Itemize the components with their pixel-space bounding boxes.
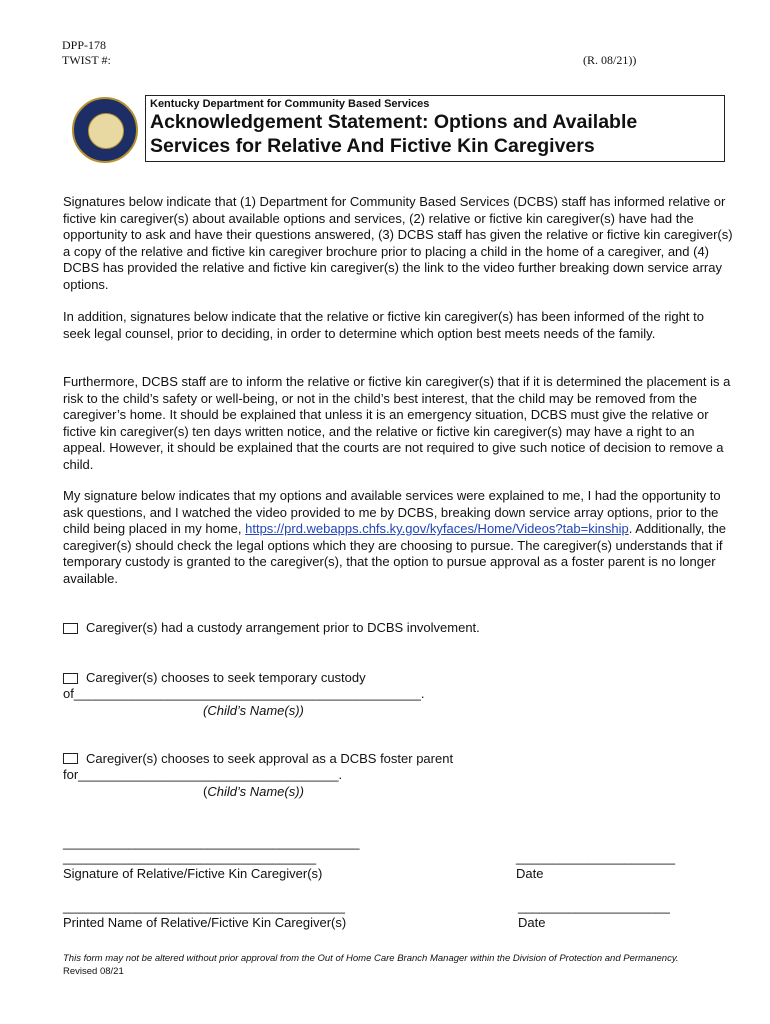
paragraph-4-text-after: . Additionally, the caregiver(s) should check the legal options which they are choosing to pursue. The caregiver(s) understands that if temporary custody is granted to the caregiver(s), that the option to pursue approval as a foster parent is no longer available. xyxy=(63,521,727,586)
title-block xyxy=(145,95,725,162)
printed-name-label: Printed Name of Relative/Fictive Kin Caregiver(s) xyxy=(63,915,347,930)
foster-parent-label: Caregiver(s) chooses to seek approval as a DCBS foster parent xyxy=(86,751,454,766)
temporary-custody-label: Caregiver(s) chooses to seek temporary custody xyxy=(86,670,366,685)
agency-name: Kentucky Department for Community Based Services xyxy=(150,98,430,110)
twist-number-label: TWIST #: xyxy=(62,53,111,67)
temporary-custody-child-name-field[interactable]: of________________________________________________. xyxy=(63,686,425,701)
signature-line[interactable]: ___________________________________ xyxy=(63,850,317,865)
paragraph-2: In addition, signatures below indicate that the relative or fictive kin caregiver(s) has been informed of the right to seek legal counsel, prior to deciding, in order to determine which option best meets needs of the family. xyxy=(63,309,704,341)
custody-arrangement-checkbox[interactable] xyxy=(63,623,78,634)
signature-label: Signature of Relative/Fictive Kin Caregiver(s) xyxy=(63,866,323,881)
custody-arrangement-label: Caregiver(s) had a custody arrangement prior to DCBS involvement. xyxy=(86,620,480,635)
child-name-caption: (Child’s Name(s)) xyxy=(203,784,304,799)
revision-date: (R. 08/21)) xyxy=(583,53,637,67)
temporary-custody-checkbox[interactable] xyxy=(63,673,78,684)
page-title: Acknowledgement Statement: Options and Available Services for Relative And Fictive Kin Caregivers xyxy=(150,111,638,157)
form-header xyxy=(62,38,111,68)
kinship-video-link[interactable]: https://prd.webapps.chfs.ky.gov/kyfaces/Home/Videos?tab=kinship xyxy=(245,521,629,536)
printed-name-line[interactable]: _______________________________________ xyxy=(63,899,345,914)
signature-date-label: Date xyxy=(516,866,544,881)
paragraph-1: Signatures below indicate that (1) Department for Community Based Services (DCBS) staff has informed relative or fictive kin caregiver(s) about available options and services, (2) relative or fictive kin caregiver(s) have had the opportunity to ask and have their questions answered, (3) DCBS staff has given the relative or fictive kin caregiver(s) a copy of the relative and fictive kin caregiver brochure prior to placing a child in the home of a caregiver, and (4) DCBS has provided the relative and fictive kin caregiver(s) the link to the video further breaking down service array options. xyxy=(63,194,733,292)
seal-center xyxy=(88,113,124,149)
form-id: DPP-178 xyxy=(62,38,107,52)
foster-parent-child-name-field[interactable]: for____________________________________. xyxy=(63,767,343,782)
paragraph-3: Furthermore, DCBS staff are to inform the relative or fictive kin caregiver(s) that if it is determined the placement is a risk to the child’s safety or well-being, or not in the child’s best interest, that the child may be removed from the caregiver’s home. It should be explained that unless it is an emergency situation, DCBS must give the relative or fictive kin caregiver(s) ten days written notice, and the relative or fictive kin caregiver(s) may have a right to an appeal. However, it should be explained that the courts are not required to give such notice of decision to remove a child. xyxy=(63,374,731,472)
revised-date: Revised 08/21 xyxy=(63,966,124,977)
paragraph-4-text: My signature below indicates that my options and available services were explained to me, I had the opportunity to ask questions, and I watched the video provided to me by DCBS, breaking down service array options, prior to the child being placed in my home, xyxy=(63,488,721,536)
child-name-caption: (Child’s Name(s)) xyxy=(203,703,304,718)
printed-date-line[interactable]: _____________________ xyxy=(518,899,670,914)
signature-date-line[interactable]: ______________________ xyxy=(516,850,676,865)
foster-parent-checkbox[interactable] xyxy=(63,753,78,764)
signature-line[interactable]: _________________________________________ xyxy=(63,835,360,850)
kentucky-seal-icon xyxy=(72,97,138,163)
footer-notice: This form may not be altered without prior approval from the Out of Home Care Branch Manager within the Division of Protection and Permanency. xyxy=(63,953,679,964)
paragraph-4 xyxy=(63,488,733,587)
printed-date-label: Date xyxy=(518,915,546,930)
